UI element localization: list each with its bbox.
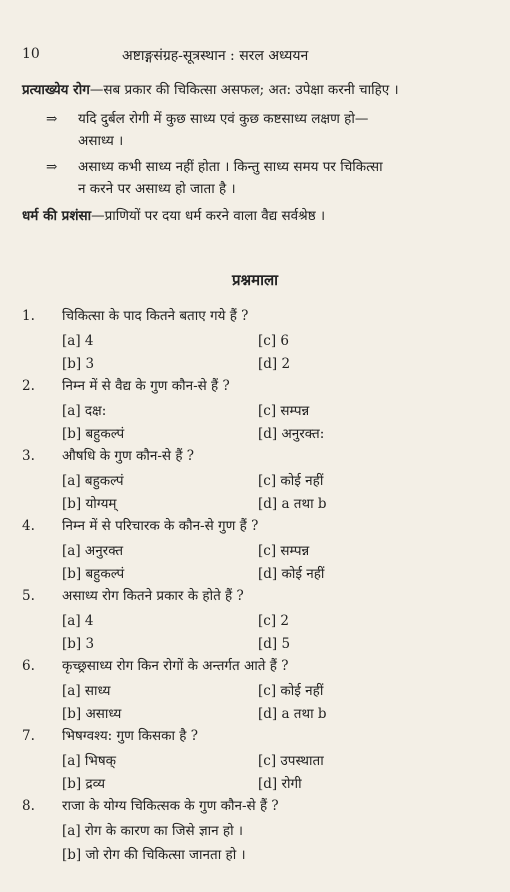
option-b: [b] 3 [62, 356, 95, 372]
option-a: [a] साध्य [62, 683, 111, 699]
option-a: [a] 4 [62, 333, 94, 349]
option-c: [c] 6 [258, 333, 289, 349]
option-d: [d] कोई नहीं [258, 566, 325, 582]
running-title: अष्टाङ्गसंग्रह-सूत्रस्थान : सरल अध्ययन [122, 48, 309, 64]
option-c: [c] कोई नहीं [258, 683, 324, 699]
question-number: 6. [22, 658, 35, 674]
option-d: [d] 2 [258, 356, 291, 372]
option-a: [a] दक्ष: [62, 403, 107, 419]
question-number: 4. [22, 518, 35, 534]
pratyakhyeya-text: —सब प्रकार की चिकित्सा असफल; अत: उपेक्षा करनी चाहिए । [89, 82, 399, 98]
point-1-line-1: यदि दुर्बल रोगी में कुछ साध्य एवं कुछ कष्टसाध्य लक्षण हो— [78, 111, 369, 127]
option-c: [c] 2 [258, 613, 289, 629]
point-1-line-2: असाध्य । [78, 133, 124, 149]
point-1 [46, 108, 478, 152]
option-a: [a] भिषक् [62, 753, 117, 769]
option-d: [d] रोगी [258, 776, 302, 792]
option-b: [b] बहुकल्पं [62, 426, 125, 442]
question-number: 2. [22, 378, 35, 394]
question-text: राजा के योग्य चिकित्सक के गुण कौन-से हैं ? [62, 798, 279, 814]
dharma-label: धर्म की प्रशंसा [22, 208, 92, 224]
option-d: [d] a तथा b [258, 496, 327, 512]
question-text: चिकित्सा के पाद कितने बताए गये हैं ? [62, 308, 249, 324]
option-a: [a] बहुकल्पं [62, 473, 124, 489]
option-d: [d] a तथा b [258, 706, 327, 722]
pratyakhyeya-line [22, 80, 399, 100]
option-b: [b] जो रोग की चिकित्सा जानता हो । [62, 847, 246, 863]
question-number: 5. [22, 588, 35, 604]
point-2-line-2: न करने पर असाध्य हो जाता है । [78, 181, 236, 197]
option-c: [c] उपस्थाता [258, 753, 324, 769]
option-b: [b] द्रव्य [62, 776, 106, 792]
question-text: भिषग्वश्य: गुण किसका है ? [62, 728, 198, 744]
question-number: 8. [22, 798, 35, 814]
arrow-icon: ⇒ [46, 159, 58, 175]
option-a: [a] 4 [62, 613, 94, 629]
option-c: [c] कोई नहीं [258, 473, 324, 489]
question-section-title: प्रश्नमाला [231, 271, 279, 289]
question-number: 1. [22, 308, 35, 324]
dharma-text: —प्राणियों पर दया धर्म करने वाला वैद्य सर्वश्रेष्ठ । [91, 208, 326, 224]
option-a: [a] रोग के कारण का जिसे ज्ञान हो । [62, 823, 243, 839]
question-text: कृच्छ्रसाध्य रोग किन रोगों के अन्तर्गत आते हैं ? [62, 658, 289, 674]
point-2 [46, 156, 478, 200]
pratyakhyeya-label: प्रत्याख्येय रोग [22, 82, 90, 98]
question-text: असाध्य रोग कितने प्रकार के होते हैं ? [62, 588, 244, 604]
option-c: [c] सम्पन्न [258, 403, 310, 419]
arrow-icon: ⇒ [46, 111, 58, 127]
page-number: 10 [22, 46, 40, 62]
option-c: [c] सम्पन्न [258, 543, 310, 559]
option-d: [d] अनुरक्त: [258, 426, 325, 442]
option-b: [b] असाध्य [62, 706, 122, 722]
option-b: [b] योग्यम् [62, 496, 117, 512]
option-b: [b] 3 [62, 636, 95, 652]
dharma-line [22, 206, 325, 226]
question-text: निम्न में से वैद्य के गुण कौन-से हैं ? [62, 378, 230, 394]
question-text: औषधि के गुण कौन-से हैं ? [62, 448, 195, 464]
option-b: [b] बहुकल्पं [62, 566, 125, 582]
option-a: [a] अनुरक्त [62, 543, 124, 559]
question-number: 7. [22, 728, 35, 744]
question-number: 3. [22, 448, 35, 464]
point-2-line-1: असाध्य कभी साध्य नहीं होता । किन्तु साध्य समय पर चिकित्सा [78, 159, 383, 175]
question-text: निम्न में से परिचारक के कौन-से गुण हैं ? [62, 518, 259, 534]
option-d: [d] 5 [258, 636, 291, 652]
